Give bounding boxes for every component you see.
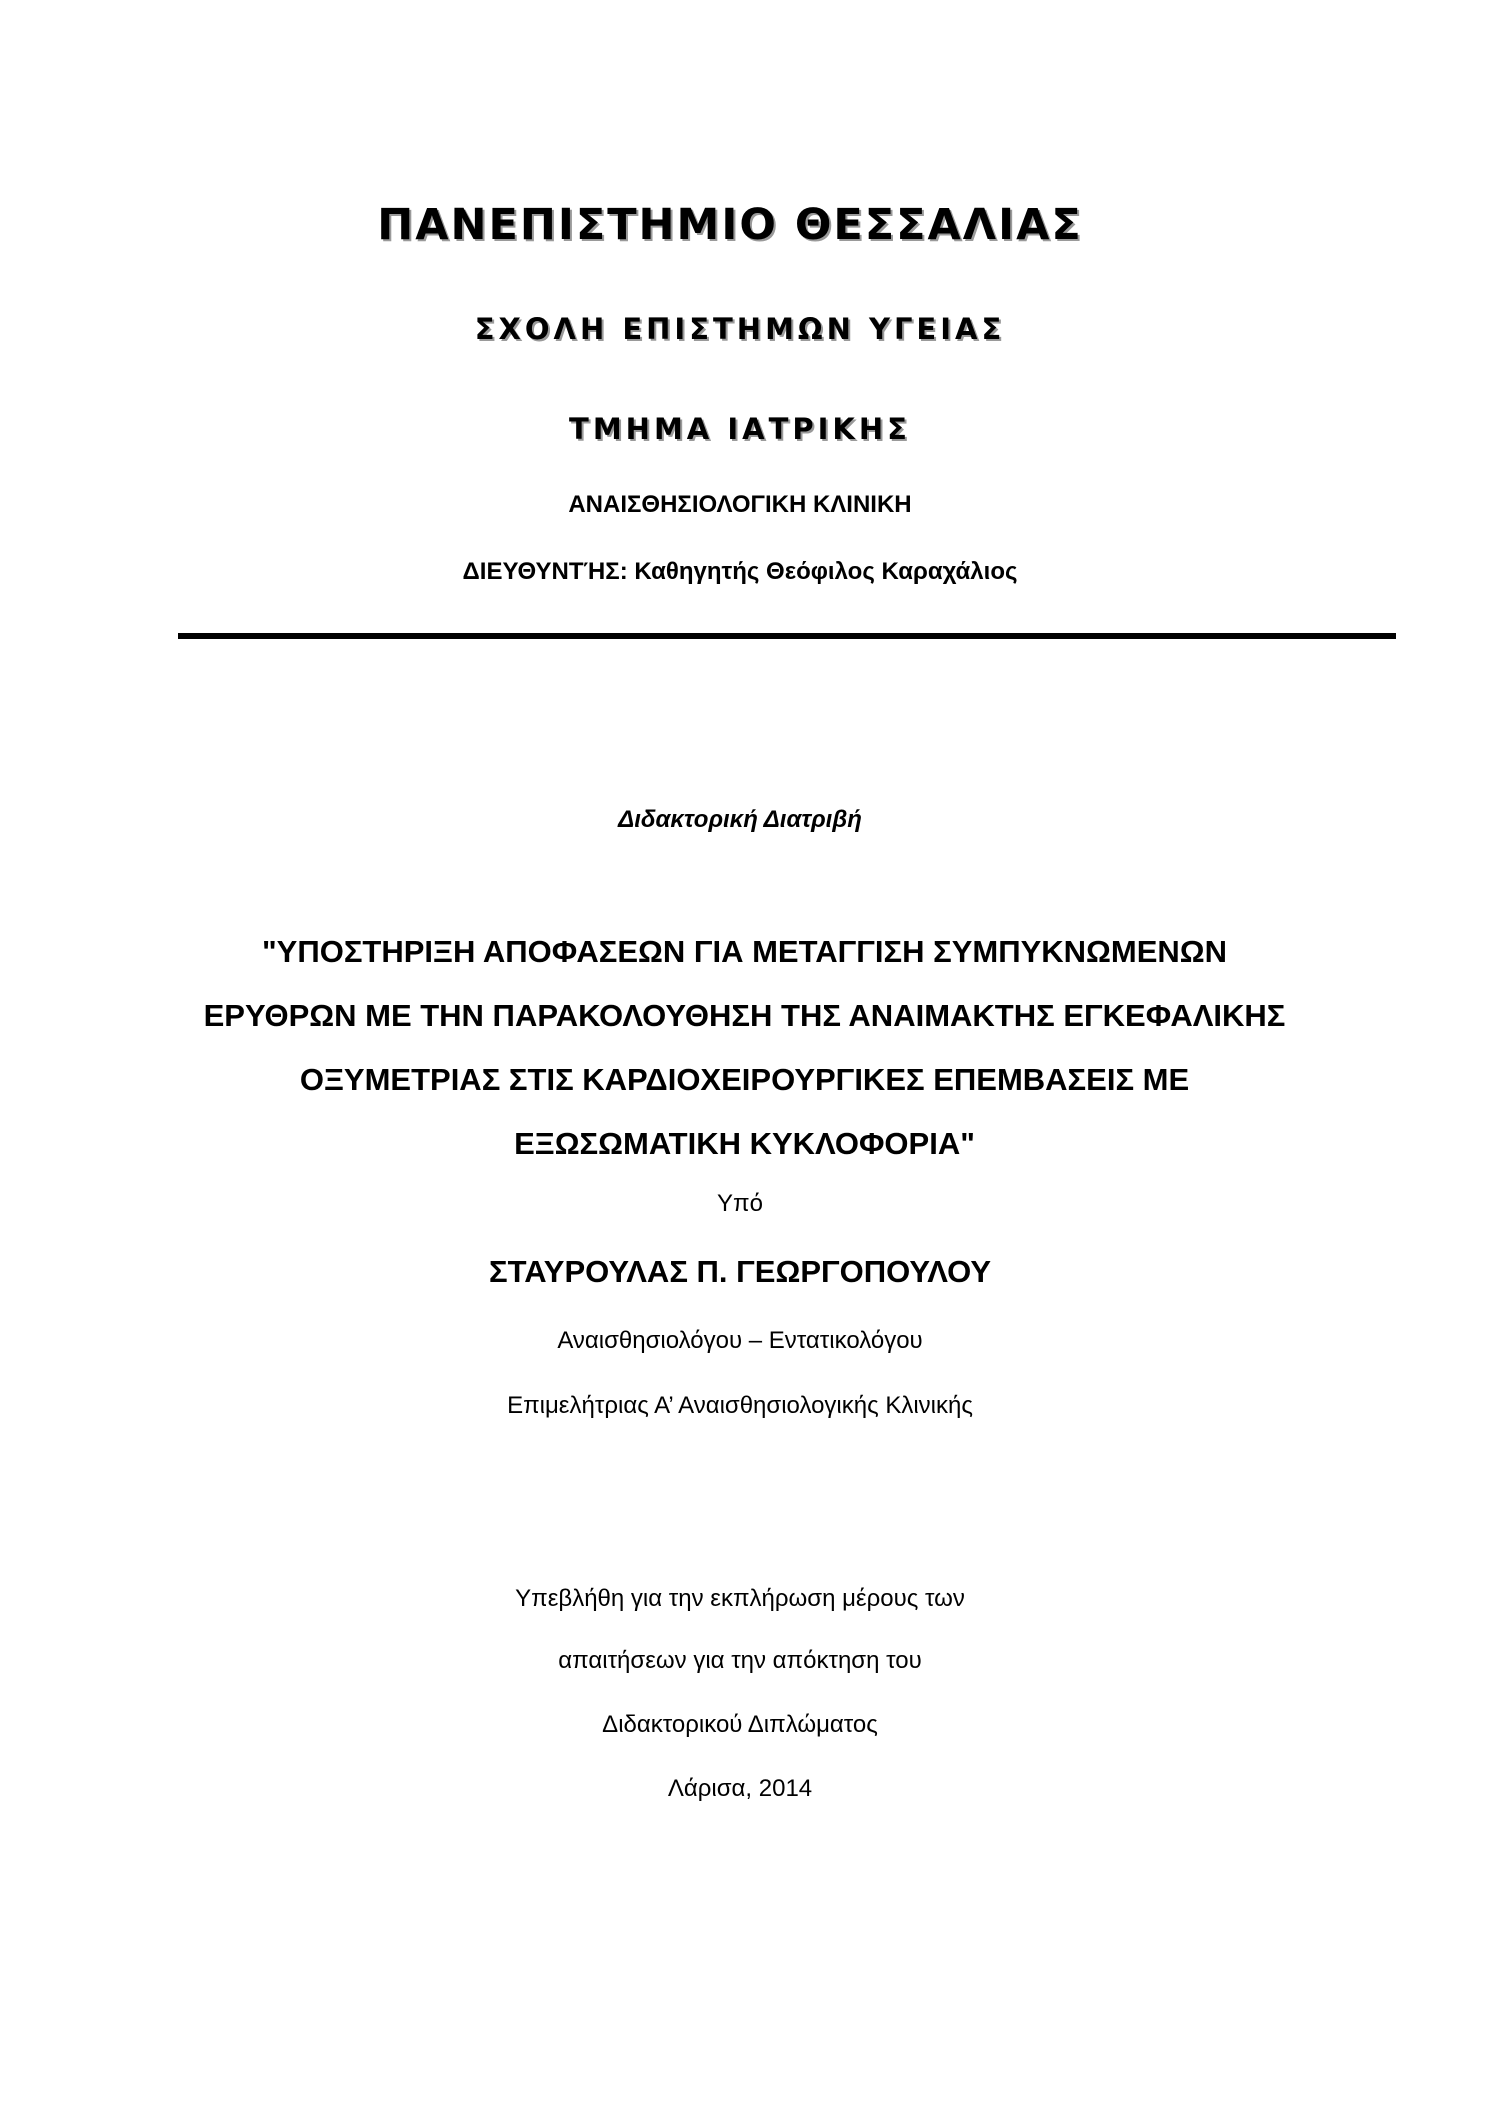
director-line: ΔΙΕΥΘΥΝΤΉΣ: Καθηγητής Θεόφιλος Καραχάλιος xyxy=(462,558,1018,585)
thesis-title-line-3: ΟΞΥΜΕΤΡΙΑΣ ΣΤΙΣ ΚΑΡΔΙΟΧΕΙΡΟΥΡΓΙΚΕΣ ΕΠΕΜΒΑΣΕΙΣ ΜΕ xyxy=(299,1062,1190,1097)
thesis-title-line-1: "ΥΠΟΣΤΗΡΙΞΗ ΑΠΟΦΑΣΕΩΝ ΓΙΑ ΜΕΤΑΓΓΙΣΗ ΣΥΜΠΥΚΝΩΜΕΝΩΝ xyxy=(261,934,1228,969)
thesis-title-line-4: ΕΞΩΣΩΜΑΤΙΚΗ ΚΥΚΛΟΦΟΡΙΑ" xyxy=(514,1126,975,1161)
place-date: Λάρισα, 2014 xyxy=(667,1775,813,1802)
submission-line-3: Διδακτορικού Διπλώματος xyxy=(602,1711,878,1738)
document-type: Διδακτορική Διατριβή xyxy=(618,806,862,833)
author-role-1: Αναισθησιολόγου – Εντατικολόγου xyxy=(557,1327,923,1354)
header-divider xyxy=(178,633,1396,639)
thesis-title-line-2: ΕΡΥΘΡΩΝ ΜΕ ΤΗΝ ΠΑΡΑΚΟΛΟΥΘΗΣΗ ΤΗΣ ΑΝΑΙΜΑΚΤΗΣ ΕΓΚΕΦΑΛΙΚΗΣ xyxy=(203,998,1286,1033)
author-name: ΣΤΑΥΡΟΥΛΑΣ Π. ΓΕΩΡΓΟΠΟΥΛΟΥ xyxy=(488,1254,992,1289)
school-name: ΣΧΟΛΗ ΕΠΙΣΤΗΜΩΝ ΥΓΕΙΑΣ xyxy=(474,312,1006,346)
submission-line-2: απαιτήσεων για την απόκτηση του xyxy=(558,1647,922,1674)
by-label: Υπό xyxy=(717,1190,763,1217)
department-name: ΤΜΗΜΑ ΙΑΤΡΙΚΗΣ xyxy=(569,412,911,446)
clinic-name: ΑΝΑΙΣΘΗΣΙΟΛΟΓΙΚΗ ΚΛΙΝΙΚΗ xyxy=(568,491,912,518)
university-name: ΠΑΝΕΠΙΣΤΗΜΙΟ ΘΕΣΣΑΛΙΑΣ xyxy=(377,200,1083,250)
submission-line-1: Υπεβλήθη για την εκπλήρωση μέρους των xyxy=(515,1585,965,1612)
author-role-2: Επιμελήτριας Α’ Αναισθησιολογικής Κλινικής xyxy=(507,1392,973,1419)
